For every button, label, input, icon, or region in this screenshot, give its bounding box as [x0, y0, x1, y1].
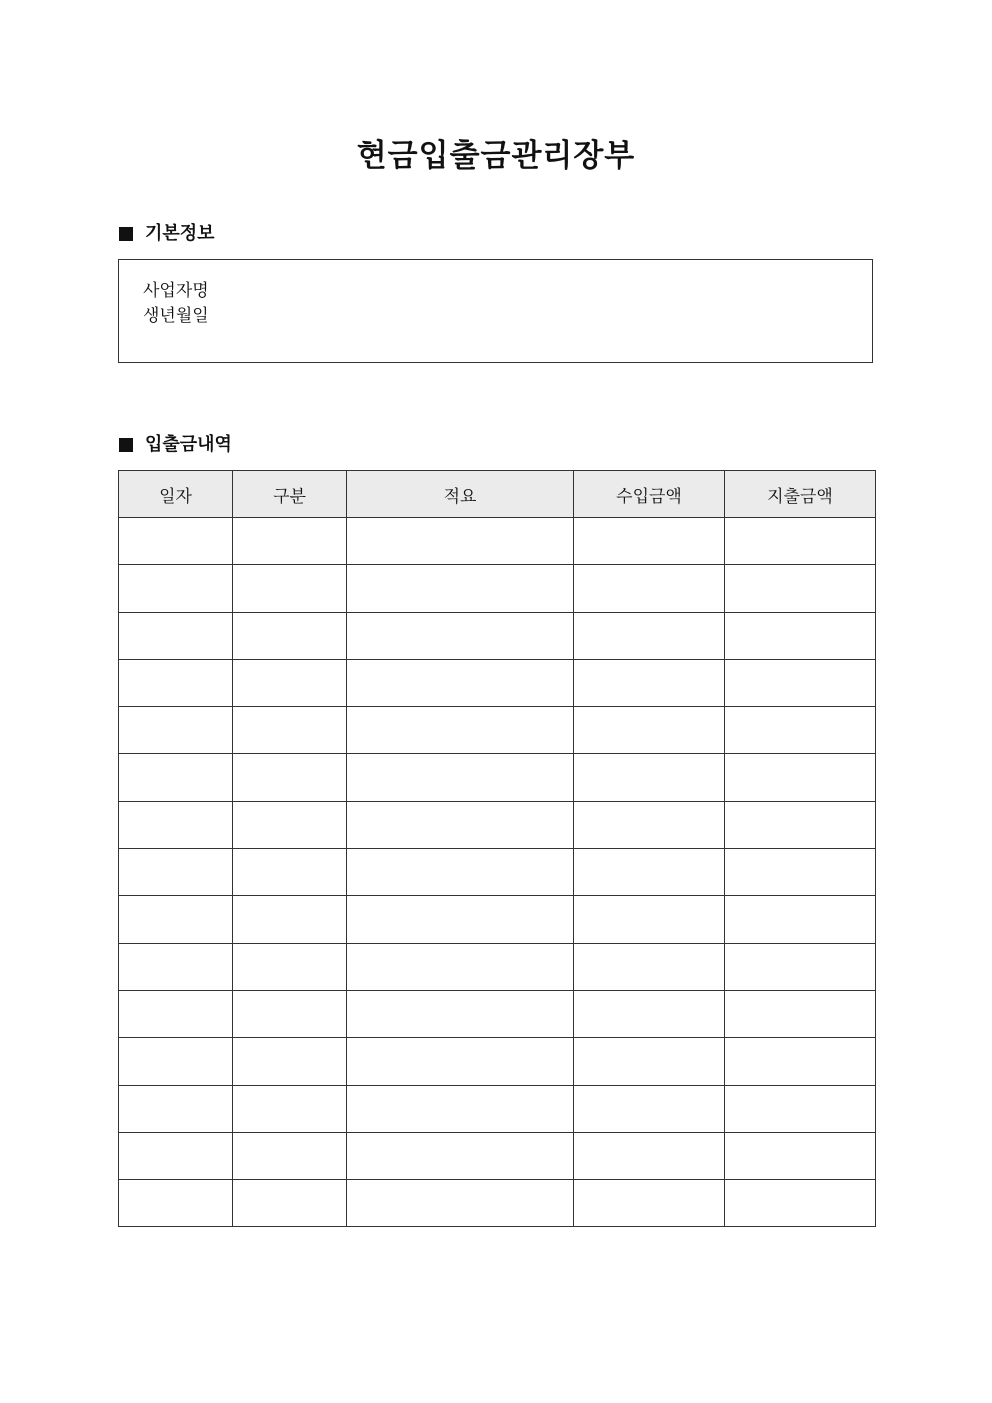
category-cell[interactable] [233, 707, 347, 754]
table-row [119, 896, 876, 943]
expense-cell[interactable] [725, 518, 876, 565]
description-cell[interactable] [347, 849, 574, 896]
date-cell[interactable] [119, 612, 233, 659]
description-cell[interactable] [347, 801, 574, 848]
square-bullet-icon [119, 438, 133, 452]
basic-info-box [118, 259, 873, 363]
expense-cell[interactable] [725, 1085, 876, 1132]
date-cell[interactable] [119, 1038, 233, 1085]
date-cell[interactable] [119, 1132, 233, 1179]
category-cell[interactable] [233, 612, 347, 659]
income-cell[interactable] [574, 707, 725, 754]
description-cell[interactable] [347, 1038, 574, 1085]
description-cell[interactable] [347, 565, 574, 612]
income-cell[interactable] [574, 659, 725, 706]
category-cell[interactable] [233, 518, 347, 565]
table-row [119, 707, 876, 754]
expense-cell[interactable] [725, 1132, 876, 1179]
date-cell[interactable] [119, 990, 233, 1037]
date-cell[interactable] [119, 659, 233, 706]
table-row [119, 1038, 876, 1085]
description-cell[interactable] [347, 1180, 574, 1227]
income-cell[interactable] [574, 754, 725, 801]
category-cell[interactable] [233, 849, 347, 896]
table-row [119, 849, 876, 896]
description-cell[interactable] [347, 1085, 574, 1132]
date-cell[interactable] [119, 565, 233, 612]
income-cell[interactable] [574, 849, 725, 896]
description-cell[interactable] [347, 707, 574, 754]
date-cell[interactable] [119, 707, 233, 754]
expense-cell[interactable] [725, 659, 876, 706]
section-heading-label: 기본정보 [145, 223, 215, 244]
description-cell[interactable] [347, 612, 574, 659]
expense-cell[interactable] [725, 1038, 876, 1085]
expense-cell[interactable] [725, 754, 876, 801]
category-cell[interactable] [233, 1085, 347, 1132]
date-cell[interactable] [119, 849, 233, 896]
income-cell[interactable] [574, 943, 725, 990]
table-row [119, 1180, 876, 1227]
description-cell[interactable] [347, 754, 574, 801]
expense-cell[interactable] [725, 612, 876, 659]
section-heading-basic-info [119, 222, 215, 246]
date-cell[interactable] [119, 518, 233, 565]
income-cell[interactable] [574, 1132, 725, 1179]
date-cell[interactable] [119, 1180, 233, 1227]
income-cell[interactable] [574, 1038, 725, 1085]
category-cell[interactable] [233, 990, 347, 1037]
category-cell[interactable] [233, 565, 347, 612]
category-cell[interactable] [233, 943, 347, 990]
income-cell[interactable] [574, 1085, 725, 1132]
table-row [119, 612, 876, 659]
info-label-birth-date: 생년월일 [143, 306, 209, 326]
table-header-row [119, 471, 876, 518]
category-cell[interactable] [233, 801, 347, 848]
table-row [119, 518, 876, 565]
income-cell[interactable] [574, 801, 725, 848]
category-cell[interactable] [233, 896, 347, 943]
section-heading-label: 입출금내역 [145, 434, 232, 455]
income-cell[interactable] [574, 565, 725, 612]
expense-cell[interactable] [725, 707, 876, 754]
category-cell[interactable] [233, 659, 347, 706]
description-cell[interactable] [347, 943, 574, 990]
description-cell[interactable] [347, 896, 574, 943]
page-title: 현금입출금관리장부 [356, 138, 636, 174]
date-cell[interactable] [119, 943, 233, 990]
expense-cell[interactable] [725, 849, 876, 896]
section-heading-cash-history [119, 433, 232, 457]
info-label-business-name: 사업자명 [143, 281, 209, 301]
description-cell[interactable] [347, 518, 574, 565]
column-header-description: 적요 [347, 471, 574, 518]
table-row [119, 943, 876, 990]
cash-ledger-table [118, 470, 876, 1227]
column-header-expense: 지출금액 [725, 471, 876, 518]
column-header-income: 수입금액 [574, 471, 725, 518]
expense-cell[interactable] [725, 1180, 876, 1227]
income-cell[interactable] [574, 1180, 725, 1227]
table-row [119, 1132, 876, 1179]
category-cell[interactable] [233, 1038, 347, 1085]
description-cell[interactable] [347, 1132, 574, 1179]
date-cell[interactable] [119, 1085, 233, 1132]
ledger-body [119, 518, 876, 1227]
expense-cell[interactable] [725, 565, 876, 612]
column-header-date: 일자 [119, 471, 233, 518]
category-cell[interactable] [233, 1132, 347, 1179]
expense-cell[interactable] [725, 801, 876, 848]
income-cell[interactable] [574, 896, 725, 943]
category-cell[interactable] [233, 1180, 347, 1227]
date-cell[interactable] [119, 896, 233, 943]
description-cell[interactable] [347, 659, 574, 706]
income-cell[interactable] [574, 612, 725, 659]
table-row [119, 565, 876, 612]
table-row [119, 1085, 876, 1132]
table-row [119, 754, 876, 801]
category-cell[interactable] [233, 754, 347, 801]
square-bullet-icon [119, 227, 133, 241]
expense-cell[interactable] [725, 990, 876, 1037]
table-row [119, 801, 876, 848]
income-cell[interactable] [574, 518, 725, 565]
table-row [119, 990, 876, 1037]
date-cell[interactable] [119, 754, 233, 801]
income-cell[interactable] [574, 990, 725, 1037]
column-header-category: 구분 [233, 471, 347, 518]
description-cell[interactable] [347, 990, 574, 1037]
table-row [119, 659, 876, 706]
date-cell[interactable] [119, 801, 233, 848]
expense-cell[interactable] [725, 943, 876, 990]
expense-cell[interactable] [725, 896, 876, 943]
